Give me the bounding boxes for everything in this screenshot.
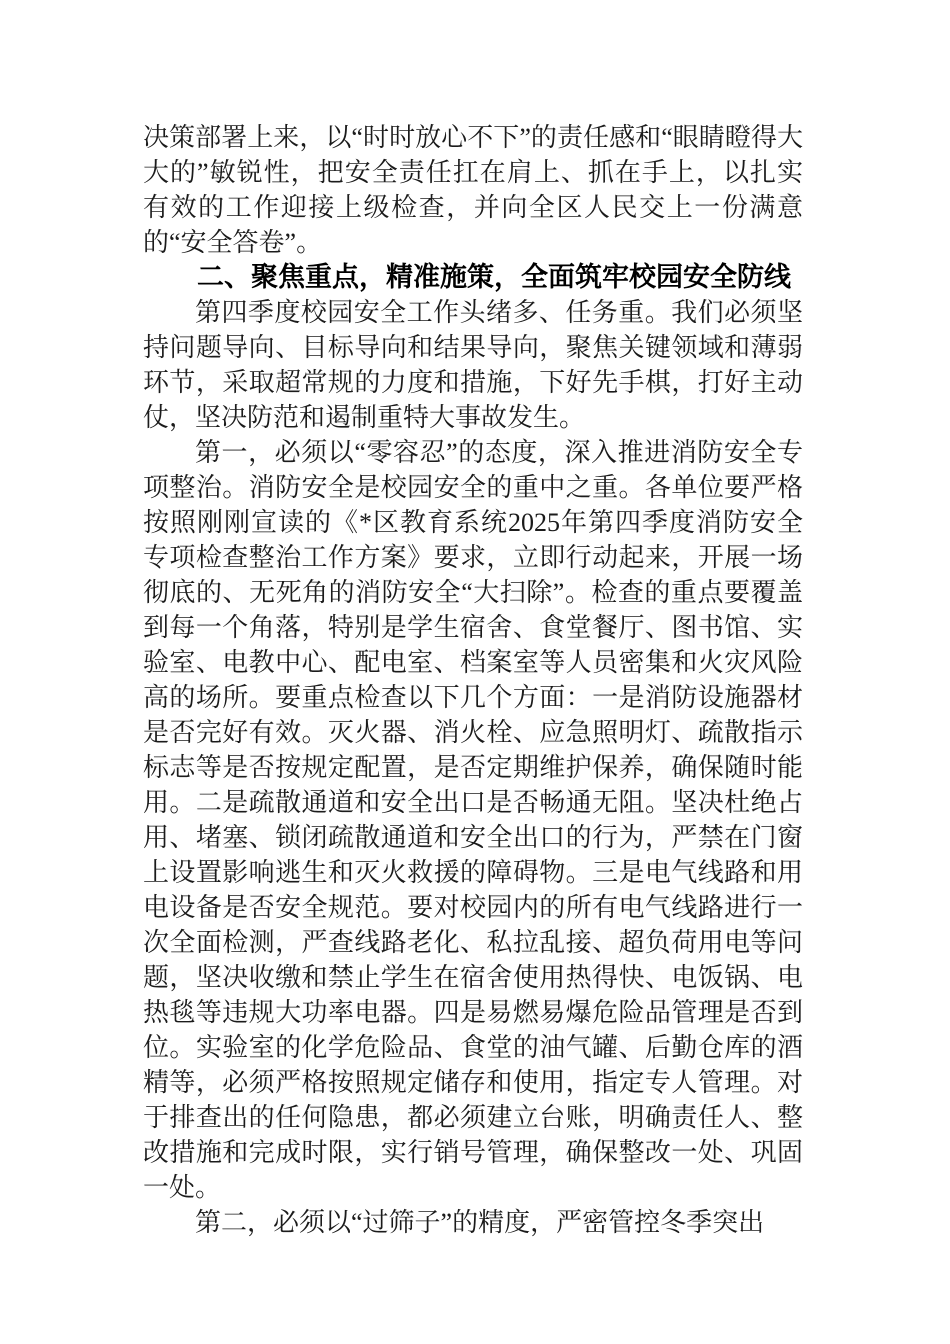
section-heading: 二、聚焦重点，精准施策，全面筑牢校园安全防线 xyxy=(197,262,791,292)
paragraph: 第一，必须以“零容忍”的态度，深入推进消防安全专项整治。消防安全是校园安全的重中之重。各单位要严格按照刚刚宣读的《*区教育系统2025年第四季度消防安全专项检查整治工作方案》要求，立即行动起来，开展一场彻底的、无死角的消防安全“大扫除”。检查的重点要覆盖到每一个角落，特别是学生宿舍、食堂餐厅、图书馆、实验室、电教中心、配电室、档案室等人员密集和火灾风险高的场所。要重点检查以下几个方面：一是消防设施器材是否完好有效。灭火器、消火栓、应急照明灯、疏散指示标志等是否按规定配置，是否定期维护保养，确保随时能用。二是疏散通道和安全出口是否畅通无阻。坚决杜绝占用、堵塞、锁闭疏散通道和安全出口的行为，严禁在门窗上设置影响逃生和灭火救援的障碍物。三是电气线路和用电设备是否安全规范。要对校园内的所有电气线路进行一次全面检测，严查线路老化、私拉乱接、超负荷用电等问题，坚决收缴和禁止学生在宿舍使用热得快、电饭锅、电热毯等违规大功率电器。四是易燃易爆危险品管理是否到位。实验室的化学危险品、食堂的油气罐、后勤仓库的酒精等，必须严格按照规定储存和使用，指定专人管理。对于排查出的任何隐患，都必须建立台账，明确责任人、整改措施和完成时限，实行销号管理，确保整改一处、巩固一处。 xyxy=(143,438,803,1202)
paragraph: 第二，必须以“过筛子”的精度，严密管控冬季突出 xyxy=(195,1208,765,1237)
document-body xyxy=(143,120,803,1240)
paragraph: 第四季度校园安全工作头绪多、任务重。我们必须坚持问题导向、目标导向和结果导向，聚焦关键领域和薄弱环节，采取超常规的力度和措施，下好先手棋，打好主动仗，坚决防范和遏制重特大事故发生。 xyxy=(143,298,803,432)
paragraph-continuation: 决策部署上来，以“时时放心不下”的责任感和“眼睛瞪得大大的”敏锐性，把安全责任扛在肩上、抓在手上，以扎实有效的工作迎接上级检查，并向全区人民交上一份满意的“安全答卷”。 xyxy=(143,123,803,257)
